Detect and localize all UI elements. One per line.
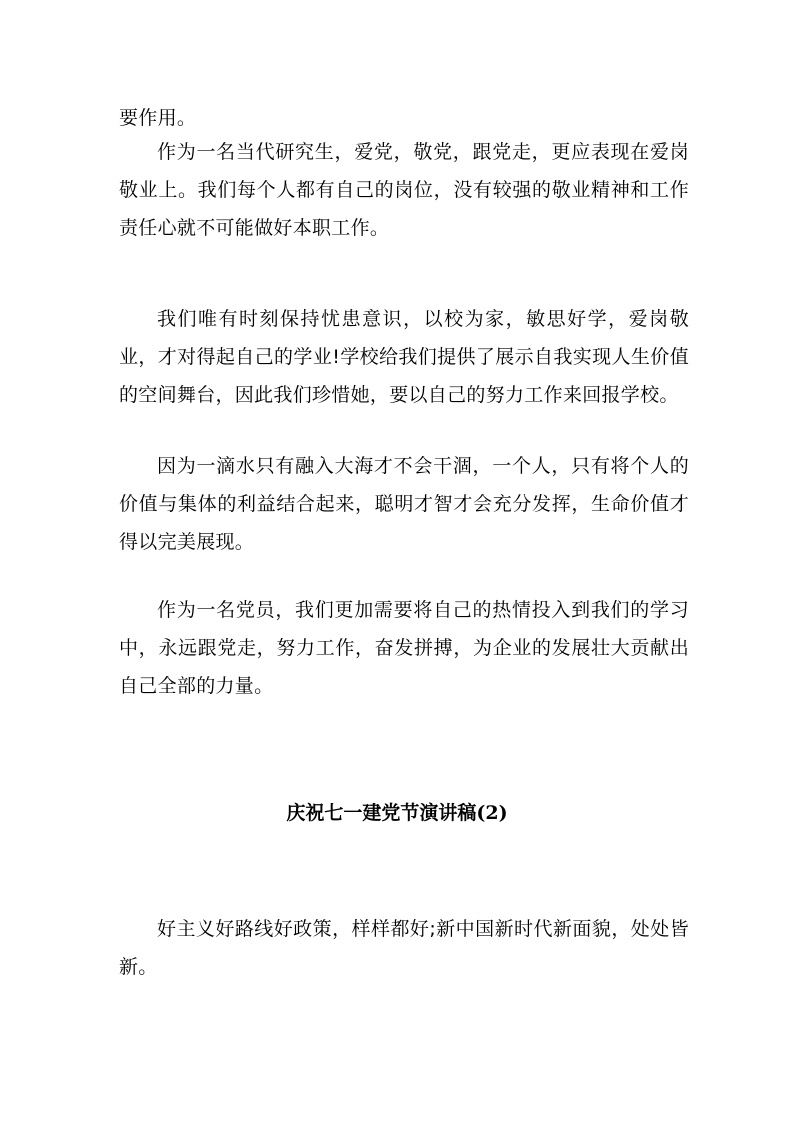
section-title: 庆祝七一建党节演讲稿(2)	[286, 802, 508, 824]
paragraph-school-as-home: 我们唯有时刻保持忧患意识，以校为家，敏思好学，爱岗敬业，才对得起自己的学业!学校给我们提供了展示自我实现人生价值的空间舞台，因此我们珍惜她，要以自己的努力工作来回报学校。	[119, 308, 689, 406]
paragraph-professional-dedication: 作为一名当代研究生，爱党，敬党，跟党走，更应表现在爱岗敬业上。我们每个人都有自己的岗位，没有较强的敬业精神和工作责任心就不可能做好本职工作。	[119, 141, 689, 239]
paragraph-good-policy: 好主义好路线好政策，样样都好;新中国新时代新面貌，处处皆新。	[119, 918, 689, 978]
paragraph-party-member: 作为一名党员，我们更加需要将自己的热情投入到我们的学习中，永远跟党走，努力工作，奋发拼搏，为企业的发展壮大贡献出自己全部的力量。	[119, 599, 689, 697]
paragraph-continuation: 要作用。	[119, 107, 197, 129]
paragraph-drop-of-water: 因为一滴水只有融入大海才不会干涸，一个人，只有将个人的价值与集体的利益结合起来，聪明才智才会充分发挥，生命价值才得以完美展现。	[119, 455, 689, 553]
